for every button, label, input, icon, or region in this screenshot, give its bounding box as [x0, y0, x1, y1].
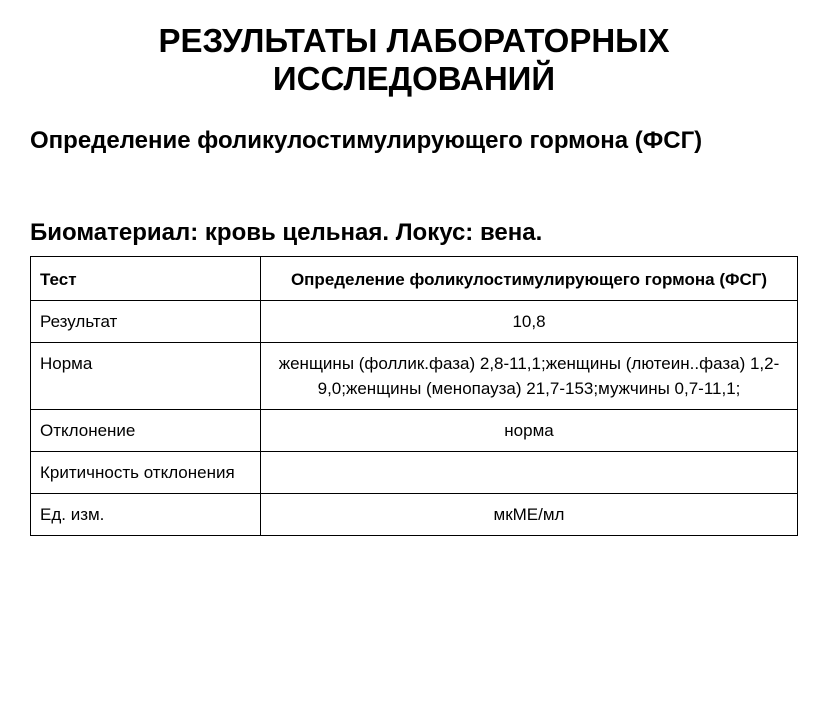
document-title	[0, 22, 828, 98]
results-table	[30, 256, 798, 536]
biomaterial-heading: Биоматериал: кровь цельная. Локус: вена.	[30, 219, 543, 246]
row-label-norm: Норма	[31, 343, 261, 410]
table-row-result	[31, 301, 798, 343]
table-row-criticality	[31, 452, 798, 494]
row-label-result: Результат	[31, 301, 261, 343]
row-label-deviation: Отклонение	[31, 410, 261, 452]
row-value-norm: женщины (фоллик.фаза) 2,8-11,1;женщины (лютеин..фаза) 1,2-9,0;женщины (менопауза) 21,7-153;мужчины 0,7-11,1;	[261, 343, 798, 410]
row-value-deviation: норма	[261, 410, 798, 452]
table-row-deviation	[31, 410, 798, 452]
row-label-test: Тест	[31, 257, 261, 301]
document-title-line-2: ИССЛЕДОВАНИЙ	[272, 60, 556, 97]
row-value-test: Определение фоликулостимулирующего гормона (ФСГ)	[261, 257, 798, 301]
table-row-norm	[31, 343, 798, 410]
row-value-result: 10,8	[261, 301, 798, 343]
test-name-heading: Определение фоликулостимулирующего гормона (ФСГ)	[30, 127, 703, 154]
table-row-unit	[31, 494, 798, 536]
row-label-unit: Ед. изм.	[31, 494, 261, 536]
row-value-unit: мкМЕ/мл	[261, 494, 798, 536]
document-title-line-1: РЕЗУЛЬТАТЫ ЛАБОРАТОРНЫХ	[158, 22, 670, 59]
row-value-criticality	[261, 452, 798, 494]
table-row-test	[31, 257, 798, 301]
row-label-criticality: Критичность отклонения	[31, 452, 261, 494]
